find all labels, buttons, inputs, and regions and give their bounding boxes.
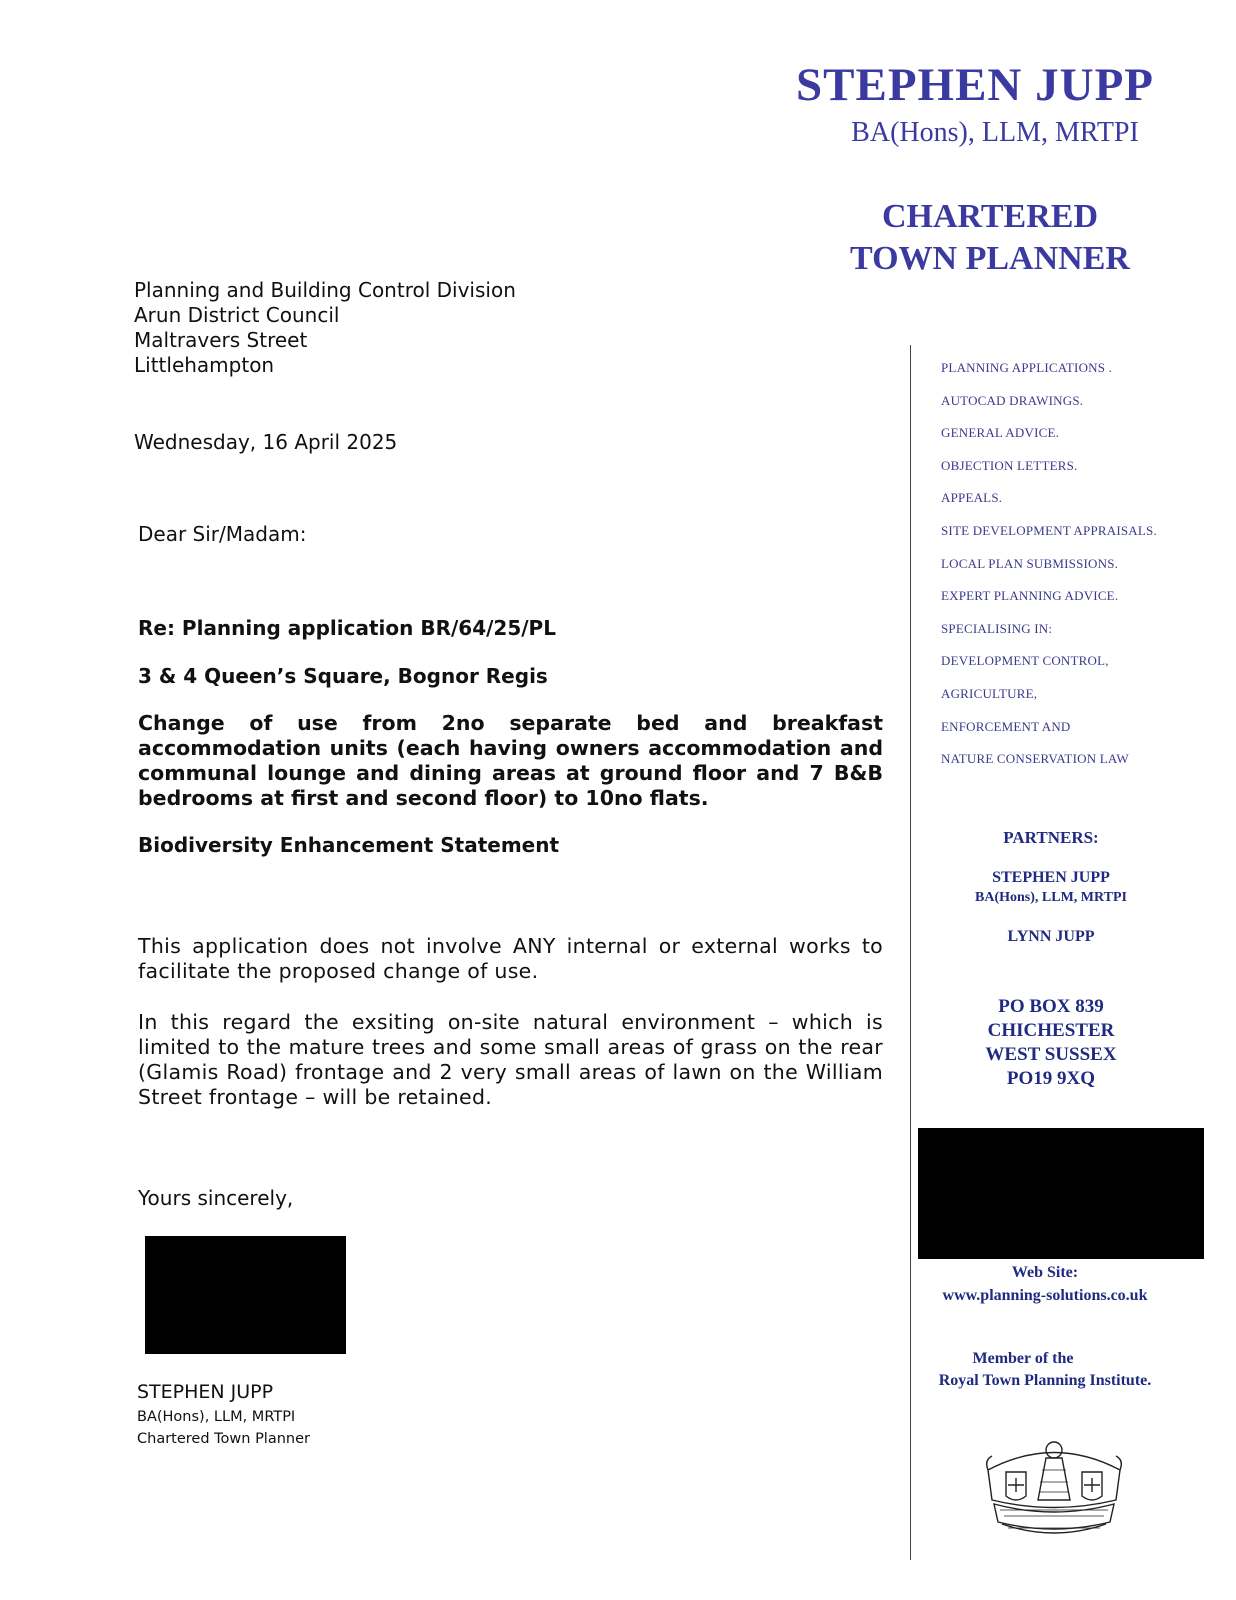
redacted-contact-block	[918, 1128, 1204, 1259]
partners-heading: PARTNERS:	[1003, 828, 1099, 847]
services-list	[941, 360, 1226, 784]
partner-1-name: STEPHEN JUPP	[992, 869, 1110, 886]
sidebar-divider	[910, 345, 911, 1560]
partner-2-name: LYNN JUPP	[1007, 928, 1095, 945]
website-url[interactable]: www.planning-solutions.co.uk	[942, 1287, 1148, 1304]
service-item: NATURE CONSERVATION LAW	[941, 751, 1129, 767]
service-item: ENFORCEMENT AND	[941, 718, 1071, 734]
service-item: GENERAL ADVICE.	[941, 425, 1060, 441]
membership-line-2: Royal Town Planning Institute.	[938, 1372, 1152, 1389]
salutation: Dear Sir/Madam:	[138, 522, 307, 546]
signatory-qualifications: BA(Hons), LLM, MRTPI	[137, 1409, 296, 1425]
website-label: Web Site:	[1011, 1264, 1079, 1281]
partner-1-qualifications: BA(Hons), LLM, MRTPI	[975, 890, 1127, 905]
service-item: DEVELOPMENT CONTROL,	[941, 653, 1109, 669]
signatory-title: Chartered Town Planner	[137, 1431, 310, 1447]
profession-line-2: TOWN PLANNER	[850, 240, 1130, 277]
recipient-line: Arun District Council	[134, 303, 340, 327]
address-line: CHICHESTER	[987, 1020, 1115, 1041]
body-paragraph-1: This application does not involve ANY internal or external works to facilitate the proposed change of use.	[138, 934, 883, 983]
membership-line-1: Member of the	[972, 1350, 1074, 1367]
recipient-line: Planning and Building Control Division	[134, 278, 516, 302]
address-line: PO BOX 839	[998, 996, 1104, 1017]
address-line: WEST SUSSEX	[985, 1044, 1117, 1065]
profession-line-1: CHARTERED	[881, 198, 1099, 235]
service-item: PLANNING APPLICATIONS .	[941, 360, 1113, 375]
address-line: PO19 9XQ	[1006, 1068, 1096, 1089]
letterhead-qualifications: BA(Hons), LLM, MRTPI	[851, 117, 1139, 148]
body-paragraph-2: In this regard the exsiting on-site natural environment – which is limited to the mature trees and some small areas of grass on the rear (Glamis Road) frontage and 2 very small areas of lawn on the William Street frontage – will be retained.	[138, 1010, 883, 1109]
letterhead-name: STEPHEN JUPP	[795, 59, 1154, 111]
service-item: SITE DEVELOPMENT APPRAISALS.	[941, 522, 1157, 538]
rtpi-crest-icon	[978, 1430, 1130, 1545]
service-item: OBJECTION LETTERS.	[941, 457, 1078, 473]
letter-date: Wednesday, 16 April 2025	[134, 430, 398, 454]
reference-line: Re: Planning application BR/64/25/PL	[138, 616, 556, 640]
letterhead-profession	[820, 196, 1160, 280]
service-item: AGRICULTURE,	[941, 685, 1038, 701]
signatory-name: STEPHEN JUPP	[137, 1381, 274, 1403]
recipient-line: Maltravers Street	[134, 328, 308, 352]
statement-title: Biodiversity Enhancement Statement	[138, 833, 560, 857]
recipient-address	[134, 278, 516, 378]
service-item: SPECIALISING IN:	[941, 620, 1053, 636]
redacted-signature	[145, 1236, 346, 1354]
service-item: APPEALS.	[941, 490, 1003, 506]
service-item: EXPERT PLANNING ADVICE.	[941, 588, 1119, 604]
service-item: LOCAL PLAN SUBMISSIONS.	[941, 555, 1119, 571]
sign-off: Yours sincerely,	[138, 1186, 294, 1210]
postal-address	[918, 995, 1184, 1091]
proposal-description: Change of use from 2no separate bed and breakfast accommodation units (each having owners accommodation and communal lounge and dining areas at ground floor and 7 B&B bedrooms at first and second floor) to 10no flats.	[138, 711, 883, 810]
recipient-line: Littlehampton	[134, 353, 275, 377]
site-address: 3 & 4 Queen’s Square, Bognor Regis	[138, 664, 548, 688]
service-item: AUTOCAD DRAWINGS.	[941, 392, 1084, 408]
